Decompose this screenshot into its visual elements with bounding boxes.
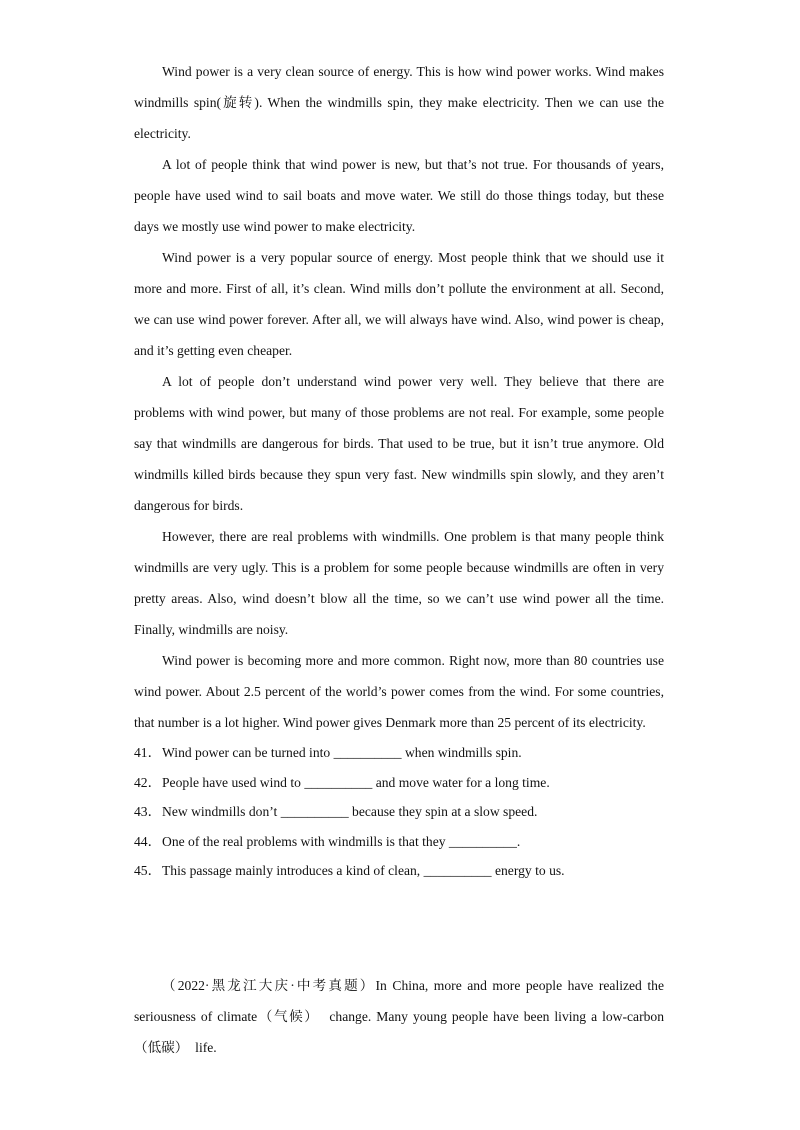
question-number: 42． bbox=[134, 774, 162, 790]
question-number: 44． bbox=[134, 833, 162, 849]
question-43 bbox=[134, 797, 664, 827]
question-number: 43． bbox=[134, 804, 162, 819]
question-45 bbox=[134, 856, 664, 886]
question-44 bbox=[134, 827, 664, 857]
passage-paragraph-1: Wind power is a very clean source of energy. This is how wind power works. Wind makes windmills spin(旋转). When the windmills spin, they make electricity. Then we can use the electricity. bbox=[134, 64, 668, 141]
passage-paragraph-2: A lot of people think that wind power is new, but that’s not true. For thousands of years, people have used wind to sail boats and move water. We still do those things today, but these days we mostly use wind power to make electricity. bbox=[134, 157, 668, 234]
question-42 bbox=[134, 768, 664, 798]
question-41 bbox=[134, 738, 664, 768]
question-number: 41． bbox=[134, 745, 162, 760]
reading-passage bbox=[134, 56, 668, 886]
question-text: One of the real problems with windmills is that they __________. bbox=[162, 833, 521, 849]
next-passage-intro: （2022·黑龙江大庆·中考真题）In China, more and more people have realized the seriousness of climate（气候） change. Many young people have been living a low-carbon（低碳） life. bbox=[134, 978, 668, 1055]
question-text: Wind power can be turned into __________ when windmills spin. bbox=[162, 745, 522, 760]
passage-paragraph-5: However, there are real problems with windmills. One problem is that many people think windmills are very ugly. This is a problem for some people because windmills are often in very pretty areas. Also, wind doesn’t blow all the time, so we can’t use wind power all the time. Finally, windmills are noisy. bbox=[134, 529, 668, 637]
passage-paragraph-6: Wind power is becoming more and more common. Right now, more than 80 countries use wind power. About 2.5 percent of the world’s power comes from the wind. For some countries, that number is a lot higher. Wind power gives Denmark more than 25 percent of its electricity. bbox=[134, 653, 668, 730]
passage-paragraph-4: A lot of people don’t understand wind power very well. They believe that there are problems with wind power, but many of those problems are not real. For example, some people say that windmills are dangerous for birds. That used to be true, but it isn’t true anymore. Old windmills killed birds because they spun very fast. New windmills spin slowly, and they aren’t dangerous for birds. bbox=[134, 374, 668, 513]
passage-paragraph-3: Wind power is a very popular source of energy. Most people think that we should use it more and more. First of all, it’s clean. Wind mills don’t pollute the environment at all. Second, we can use wind power forever. After all, we will always have wind. Also, wind power is cheap, and it’s getting even cheaper. bbox=[134, 250, 668, 358]
question-number: 45． bbox=[134, 863, 162, 878]
next-passage bbox=[134, 970, 668, 1063]
question-text: This passage mainly introduces a kind of clean, __________ energy to us. bbox=[162, 863, 565, 878]
question-list bbox=[134, 738, 664, 886]
question-text: New windmills don’t __________ because they spin at a slow speed. bbox=[162, 804, 538, 819]
question-text: People have used wind to __________ and move water for a long time. bbox=[162, 774, 550, 790]
